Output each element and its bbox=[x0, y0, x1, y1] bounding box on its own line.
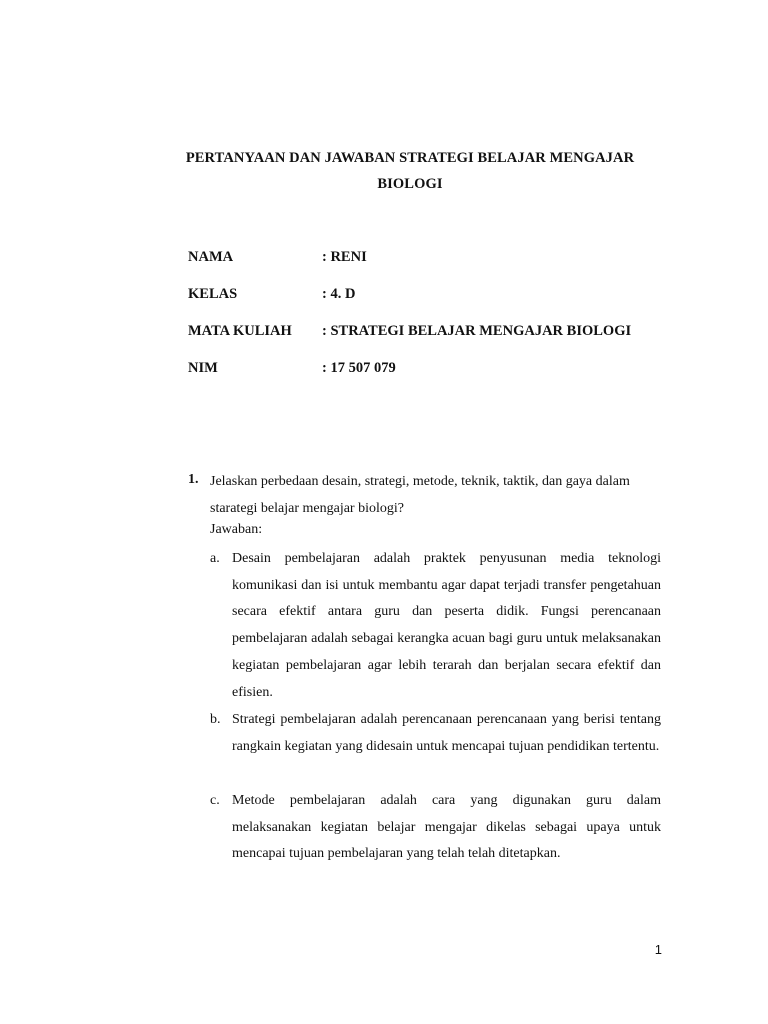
mata-kuliah-value: : STRATEGI BELAJAR MENGAJAR BIOLOGI bbox=[322, 323, 632, 339]
answer-item-text: Desain pembelajaran adalah praktek penyusunan media teknologi komunikasi dan isi untuk membantu agar dapat terjadi transfer pengetahuan secara efektif antara guru dan peserta didik. Fungsi perencanaan pembelajaran adalah sebagai kerangka acuan bagi guru untuk melaksanakan kegiatan pembelajaran agar lebih terarah dan berjalan secara efektif dan efisien. bbox=[232, 551, 661, 700]
kelas-label: KELAS bbox=[188, 286, 238, 302]
answer-label: Jawaban: bbox=[210, 522, 263, 537]
nim-value: : 17 507 079 bbox=[322, 360, 396, 376]
nim-label: NIM bbox=[188, 360, 218, 376]
nama-label: NAMA bbox=[188, 249, 234, 265]
question-number: 1. bbox=[188, 472, 199, 487]
answer-item-letter: b. bbox=[210, 712, 221, 727]
page-number: 1 bbox=[654, 942, 662, 957]
mata-kuliah-label: MATA KULIAH bbox=[188, 323, 292, 339]
question-text: Jelaskan perbedaan desain, strategi, metode, teknik, taktik, dan gaya dalam starategi belajar mengajar biologi? bbox=[210, 474, 630, 516]
answer-item-text: Strategi pembelajaran adalah perencanaan perencanaan yang berisi tentang rangkain kegiatan yang didesain untuk mencapai tujuan pendidikan tertentu. bbox=[232, 712, 661, 754]
answer-item-text: Metode pembelajaran adalah cara yang digunakan guru dalam melaksanakan kegiatan belajar mengajar dikelas sebagai upaya untuk mencapai tujuan pembelajaran yang telah telah ditetapkan. bbox=[232, 793, 661, 862]
answer-item-letter: a. bbox=[210, 551, 220, 566]
nama-value: : RENI bbox=[322, 249, 367, 265]
answer-item-letter: c. bbox=[210, 793, 220, 808]
document-title-line-2: BIOLOGI bbox=[377, 176, 443, 192]
kelas-value: : 4. D bbox=[322, 286, 356, 302]
document-title-line-1: PERTANYAAN DAN JAWABAN STRATEGI BELAJAR MENGAJAR bbox=[185, 150, 635, 166]
